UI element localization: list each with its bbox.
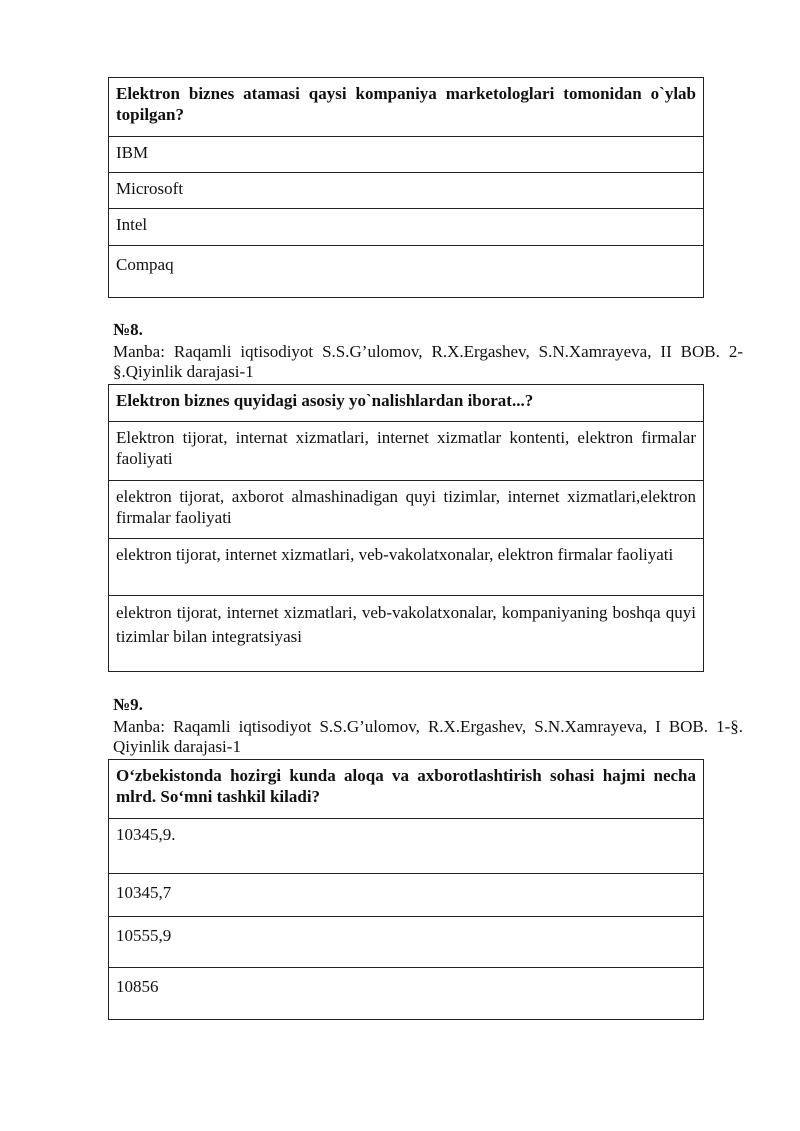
- question-9-number: №9.: [113, 695, 143, 714]
- question-9-option-1: 10345,9.: [109, 819, 703, 874]
- question-8-option-1: Elektron tijorat, internat xizmatlari, internet xizmatlar kontenti, elektron firmalar faoliyati: [109, 422, 703, 481]
- question-9-source: Manba: Raqamli iqtisodiyot S.S.G’ulomov, R.X.Ergashev, S.N.Xamrayeva, I BOB. 1-§. Qiyinlik darajasi-1: [113, 717, 756, 756]
- question-8-option-2: elektron tijorat, axborot almashinadigan quyi tizimlar, internet xizmatlari,elektron firmalar faoliyati: [109, 481, 703, 539]
- question-7-text: Elektron biznes atamasi qaysi kompaniya marketologlari tomonidan o`ylab topilgan?: [109, 78, 703, 137]
- question-8-option-4: elektron tijorat, internet xizmatlari, veb-vakolatxonalar, kompaniyaning boshqa quyi tizimlar bilan integratsiyasi: [116, 603, 696, 646]
- question-7-option-2: Microsoft: [109, 173, 703, 209]
- question-8-number: №8.: [113, 320, 143, 339]
- question-8-option-3: elektron tijorat, internet xizmatlari, veb-vakolatxonalar, elektron firmalar faoliyati: [109, 539, 703, 596]
- question-8-table: [108, 384, 704, 672]
- question-7-table: [108, 77, 704, 298]
- question-7-option-3: Intel: [109, 209, 703, 246]
- question-7-option-1: IBM: [109, 137, 703, 173]
- question-7-option-4: Compaq: [116, 255, 174, 274]
- question-9-text: O‘zbekistonda hozirgi kunda aloqa va axborotlashtirish sohasi hajmi necha mlrd. So‘mni tashkil kiladi?: [109, 760, 703, 819]
- question-9-table: [108, 759, 704, 1020]
- question-9-option-4: 10856: [116, 977, 159, 996]
- question-9-option-3: 10555,9: [109, 917, 703, 968]
- question-8-source: Manba: Raqamli iqtisodiyot S.S.G’ulomov, R.X.Ergashev, S.N.Xamrayeva, II BOB. 2-§.Qiyinlik darajasi-1: [113, 342, 743, 381]
- question-8-text: Elektron biznes quyidagi asosiy yo`nalishlardan iborat...?: [109, 385, 703, 422]
- question-9-option-2: 10345,7: [109, 874, 703, 917]
